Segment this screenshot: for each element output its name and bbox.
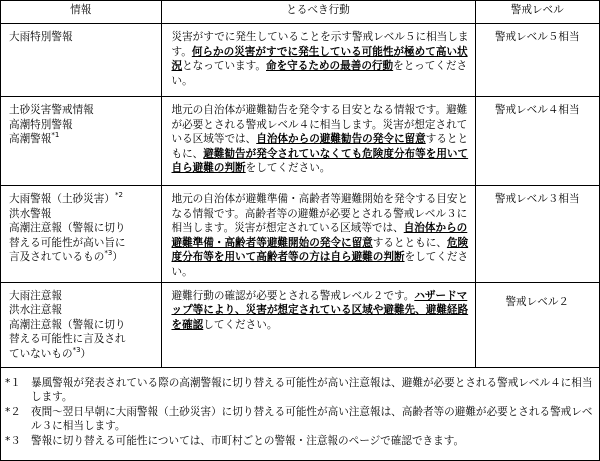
emphasis-text: 危険度分布等を用いて高齢者等の方は自ら避難の判断 (171, 236, 469, 264)
info-line: 替える可能性に言及され (9, 333, 126, 346)
info-line: 高潮注意報（警報に切り (9, 318, 126, 331)
level-cell: 警戒レベル２ (475, 282, 599, 367)
emphasis-text: 避難勧告が発令されていなくても危険度分布等を用いて自ら避難の判断 (171, 147, 469, 175)
footnote-text: 暴風警報が発表されている際の高潮警報に切り替える可能性が高い注意報は、避難が必要とされる警戒レベル４に相当します。 (31, 376, 593, 404)
footnote (5, 434, 595, 449)
info-line (9, 132, 159, 147)
table-header-row (1, 1, 599, 24)
emphasis-text: ハザードマップ等により、災害が想定されている区域や避難先、避難経路を確認 (171, 289, 469, 331)
info-line (9, 347, 159, 362)
level-cell: 警戒レベル５相当 (475, 24, 599, 97)
info-line: 大雨注意報 (9, 289, 62, 302)
action-segment: をとってください。 (171, 60, 468, 87)
footnote-text: 警報に切り替える可能性については、市町村ごとの警報・注意報のページで確認できます。 (31, 434, 465, 447)
footnote-ref: *3 (72, 345, 81, 354)
action-segment: をしてください。 (171, 251, 469, 278)
info-line-text: 高潮警報 (9, 133, 52, 146)
info-line: 高潮特別警報 (9, 118, 73, 131)
action-segment: 災害がすでに発生していることを示す警戒レベル５に相当します。 (171, 31, 469, 58)
header-level: 警戒レベル (475, 1, 599, 24)
info-line-text: ていないもの (9, 347, 73, 360)
info-line (9, 192, 159, 207)
emphasis-text: 自治体からの避難勧告の発令に留意 (256, 133, 426, 146)
action-segment: するとともに、 (372, 236, 447, 249)
info-cell (1, 186, 161, 283)
action-cell (161, 97, 475, 186)
info-cell (1, 282, 161, 367)
level-cell: 警戒レベル３相当 (475, 186, 599, 283)
action-segment: 地元の自治体が避難勧告を発令する目安となる情報です。避難が必要とされる警戒レベル４に相当します。災害が想定されている区域等では、 (171, 104, 468, 146)
action-text (172, 192, 471, 280)
info-line-text: 大雨警報（土砂災害） (9, 193, 115, 205)
action-segment: してください。 (203, 318, 278, 331)
info-line-text: 言及されているもの (9, 251, 105, 264)
emphasis-text: 自治体からの避難準備・高齢者等避難開始の発令に留意 (171, 222, 468, 249)
action-text (172, 289, 471, 333)
action-segment: するとともに、 (171, 133, 469, 160)
info-line: 替える可能性が高い旨に (9, 236, 126, 249)
emphasis-text: 命を守るための最善の行動 (266, 60, 394, 73)
info-line (9, 250, 159, 265)
action-segment: となっています。 (182, 60, 266, 73)
info-line: 土砂災害警戒情報 (9, 104, 94, 116)
action-segment: をしてください。 (245, 162, 331, 175)
footnote (5, 405, 595, 434)
action-text (172, 103, 471, 176)
footnote-mark: *１ (5, 376, 21, 389)
info-cell (1, 24, 161, 97)
action-segment: 避難行動の確認が必要とされる警戒レベル２です。 (171, 289, 415, 302)
table-row (1, 282, 599, 367)
info-line-closing: ） (80, 347, 92, 360)
action-segment: 地元の自治体が避難準備・高齢者等避難開始を発令する目安となる情報です。高齢者等の避難が必要とされる警戒レベル３に相当します。災害が想定されている区域等では、 (171, 193, 469, 235)
footnotes (1, 368, 599, 449)
action-cell (161, 282, 475, 367)
header-action: とるべき行動 (161, 1, 475, 24)
footnote-text: 夜間～翌日早朝に大雨警報（土砂災害）に切り替える可能性が高い注意報は、高齢者等の避難が必要とされる警戒レベル３に相当します。 (31, 405, 593, 433)
footnote-ref: *2 (114, 191, 123, 199)
info-cell (1, 97, 161, 186)
footnote-mark: *２ (5, 405, 21, 418)
footnote-ref: *3 (104, 249, 113, 258)
alert-level-table (1, 1, 599, 368)
info-line: 大雨特別警報 (9, 31, 73, 43)
info-line: 高潮注意報（警報に切り (9, 222, 126, 235)
action-cell (161, 186, 475, 283)
footnote-ref: *1 (51, 131, 60, 140)
action-cell (161, 24, 475, 97)
table-row (1, 97, 599, 186)
level-cell: 警戒レベル４相当 (475, 97, 599, 186)
action-text (172, 30, 471, 88)
footnote-mark: *３ (5, 434, 21, 447)
info-line: 洪水警報 (9, 207, 52, 220)
header-info: 情報 (1, 1, 161, 24)
emphasis-text: 何らかの災害がすでに発生している可能性が極めて高い状況 (171, 45, 468, 73)
table-row (1, 186, 599, 283)
table-row (1, 24, 599, 97)
footnote (5, 376, 595, 405)
info-line: 洪水注意報 (9, 304, 62, 317)
info-line-closing: ） (112, 251, 123, 264)
